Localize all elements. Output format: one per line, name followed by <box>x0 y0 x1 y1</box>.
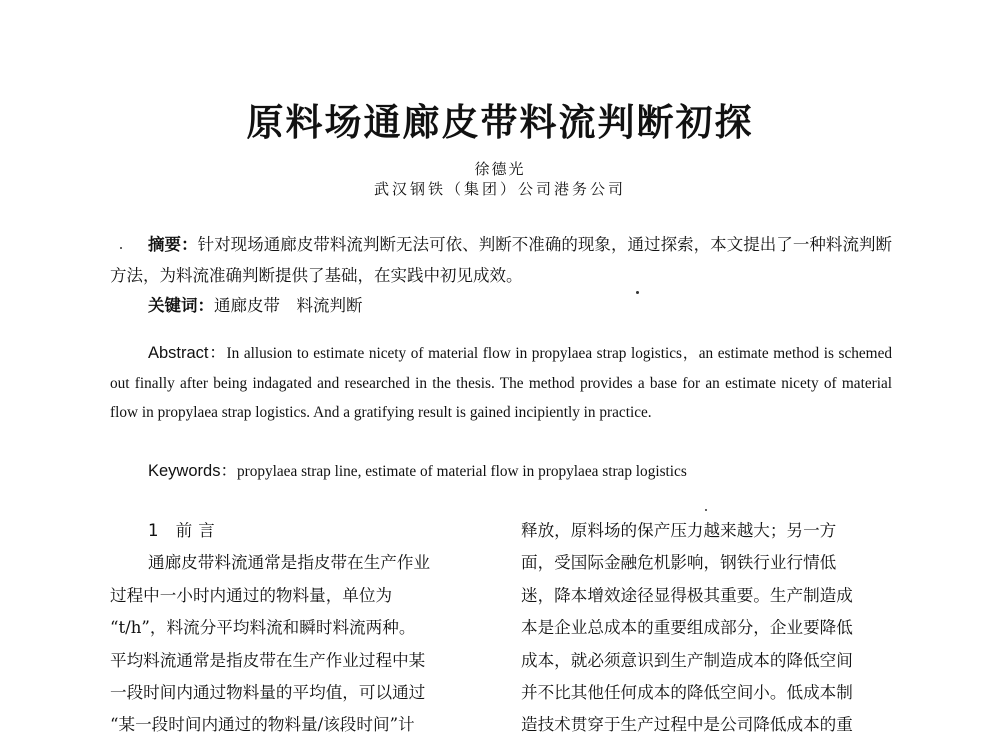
chinese-keywords-text: 通廊皮带 料流判断 <box>214 296 363 315</box>
english-keywords-label: Keywords： <box>148 462 237 480</box>
body-line: 成本，就必须意识到生产制造成本的降低空间 <box>521 650 853 670</box>
chinese-keywords-label: 关键词： <box>148 296 214 315</box>
english-keywords-text: propylaea strap line, estimate of material flow in propylaea strap logistics <box>236 463 687 480</box>
body-line: 释放，原料场的保产压力越来越大；另一方 <box>521 521 837 540</box>
body-column-left <box>110 515 472 742</box>
body-line: 平均料流通常是指皮带在生产作业过程中某 <box>110 650 426 670</box>
english-keywords <box>148 458 687 485</box>
body-line: 面，受国际金融危机影响，钢铁行业行情低 <box>521 553 837 573</box>
chinese-abstract-text: 针对现场通廊皮带料流判断无法可依、判断不准确的现象，通过探索，本文提出了一种料流判断方法，为料流准确判断提供了基础，在实践中初见成效。 <box>110 235 893 285</box>
body-column-right <box>521 515 893 742</box>
body-line: 本是企业总成本的重要组成部分，企业要降低 <box>521 618 853 638</box>
section-heading: 1 前言 <box>148 521 221 540</box>
english-abstract <box>110 339 892 428</box>
english-abstract-label: Abstract： <box>148 344 227 362</box>
chinese-abstract <box>110 229 892 291</box>
body-line: 通廊皮带料流通常是指皮带在生产作业 <box>148 553 431 573</box>
body-line: 迷，降本增效途径显得极其重要。生产制造成 <box>521 585 853 605</box>
scan-speck <box>120 247 122 249</box>
body-line: 并不比其他任何成本的降低空间小。低成本制 <box>521 683 853 703</box>
chinese-abstract-label: 摘要： <box>148 235 198 254</box>
body-line: 过程中一小时内通过的物料量，单位为 <box>110 585 393 605</box>
body-line: 造技术贯穿于生产过程中是公司降低成本的重 <box>521 715 853 735</box>
body-line: “某一段时间内通过的物料量/该段时间”计 <box>110 715 415 735</box>
author-affiliation: 武汉钢铁（集团）公司港务公司 <box>373 180 626 198</box>
author-name: 徐德光 <box>474 160 526 178</box>
english-abstract-text: In allusion to estimate nicety of material flow in propylaea strap logistics，an estimate method is schemed out finally after being indagated and researched in the thesis. The method provides a base for an estimate nicety of material flow in propylaea strap logistics. And a gratifying result is gained incipiently in practice. <box>110 345 893 421</box>
body-line: “t/h”，料流分平均料流和瞬时料流两种。 <box>110 618 416 638</box>
paper-title: 原料场通廊皮带料流判断初探 <box>246 101 754 144</box>
body-line: 一段时间内通过物料量的平均值，可以通过 <box>110 683 426 703</box>
chinese-keywords <box>148 293 363 319</box>
scan-speck <box>705 509 707 511</box>
scan-speck <box>636 291 639 294</box>
